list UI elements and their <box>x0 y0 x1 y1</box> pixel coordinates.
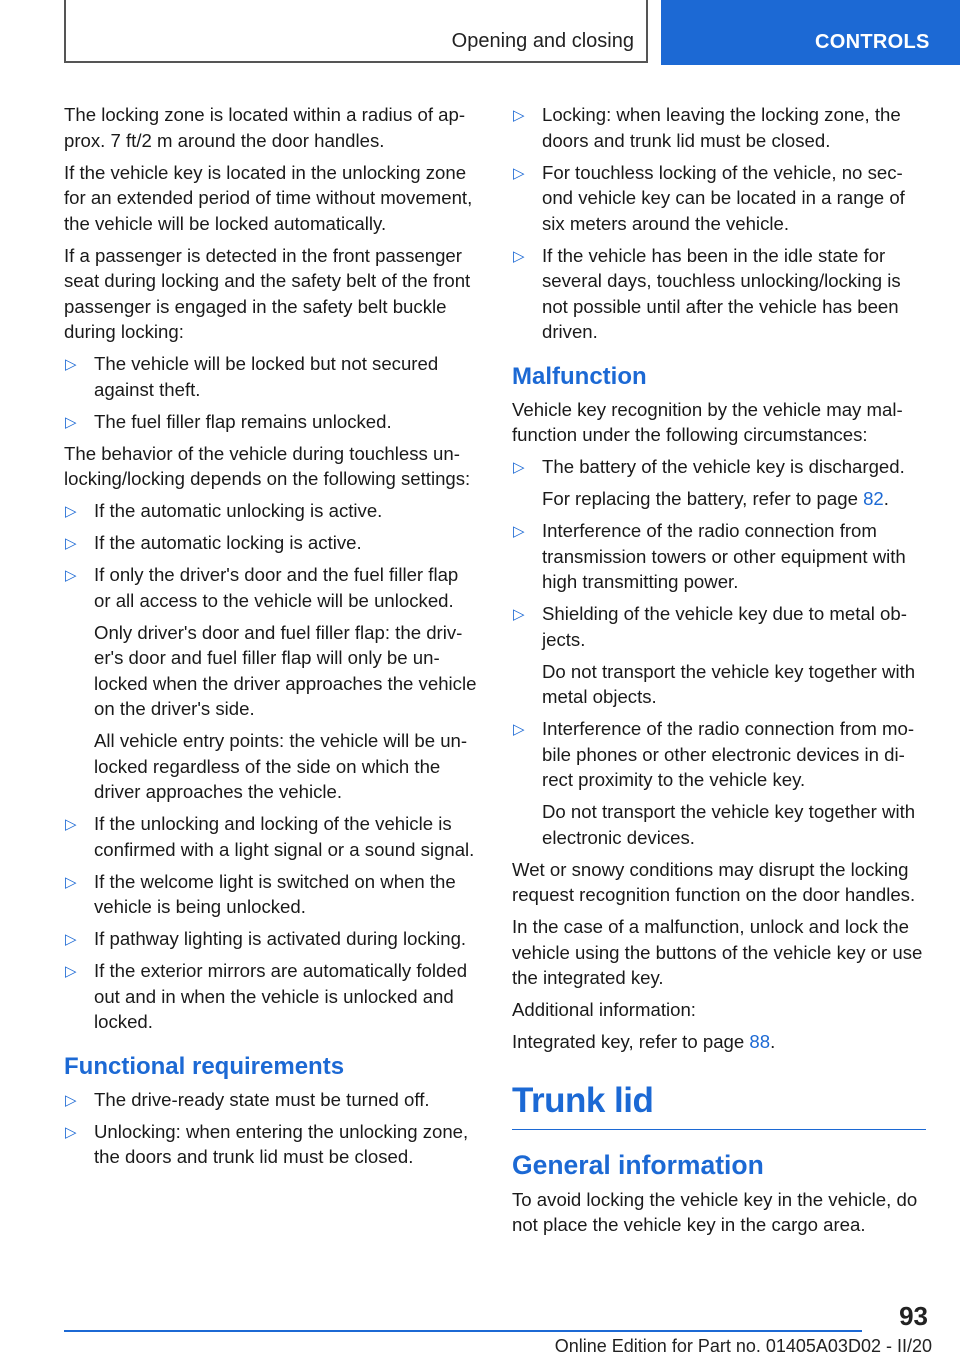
paragraph: Wet or snowy conditions may disrupt the locking request recognition function on the door handles. <box>512 858 916 905</box>
list-item: ▷ If the unlocking and locking of the vehicle is confirmed with a light signal or a sound signal. <box>65 813 475 860</box>
left-column <box>64 102 478 1176</box>
list-subparagraph: Do not transport the vehicle key together with metal objects. <box>542 660 916 707</box>
bullet-triangle-icon: ▷ <box>65 963 77 980</box>
page-link-88[interactable]: 88 <box>749 1031 771 1052</box>
list-item: ▷ If the welcome light is switched on when the vehicle is being unlocked. <box>65 870 456 917</box>
list-item: ▷ If only the driver's door and the fuel filler flap or all access to the vehicle will be unlocked. <box>65 564 459 611</box>
paragraph: The locking zone is located within a radius of approx. 7 ft/2 m around the door handles. <box>64 104 466 151</box>
bullet-triangle-icon: ▷ <box>65 931 77 948</box>
header-chapter-tab[interactable] <box>661 0 960 65</box>
list-item: ▷ The fuel filler flap remains unlocked. <box>64 409 478 435</box>
paragraph: If a passenger is detected in the front passenger seat during locking and the safety belt of the front passenger is engaged in the safety belt buckle during locking: <box>64 244 471 342</box>
paragraph: Additional information: <box>512 999 696 1020</box>
list-item: ▷ Interference of the radio connection from mobile phones or other electronic devices in direct proximity to the vehicle key. <box>513 718 915 790</box>
bullet-triangle-icon: ▷ <box>513 107 525 124</box>
section-heading-general-information: General information <box>512 1149 764 1180</box>
page-link-82[interactable]: 82 <box>863 488 884 509</box>
list-subparagraph: Only driver's door and fuel filler flap: the driver's door and fuel filler flap will only be unlocked when the driver approaches the vehicle on the driver's side. <box>94 621 477 719</box>
bullet-triangle-icon: ▷ <box>513 523 525 540</box>
list-item: ▷ Interference of the radio connection from transmission towers or other equipment with high transmitting power. <box>513 520 906 592</box>
right-column <box>512 102 926 1244</box>
paragraph: The behavior of the vehicle during touchless unlocking/locking depends on the following settings: <box>64 442 471 489</box>
header-chapter-label: CONTROLS <box>815 31 930 53</box>
header-section-title: Opening and closing <box>451 30 634 52</box>
bullet-triangle-icon: ▷ <box>513 247 525 265</box>
bullet-triangle-icon: ▷ <box>65 1123 77 1141</box>
list-subparagraph: All vehicle entry points: the vehicle will be unlocked regardless of the side on which the driver approaches the vehicle. <box>94 730 468 802</box>
list-item: ▷ For touchless locking of the vehicle, no second vehicle key can be located in a range of six meters around the vehicle. <box>513 161 905 234</box>
bullet-triangle-icon: ▷ <box>65 567 77 584</box>
list-subparagraph: Do not transport the vehicle key together with electronic devices. <box>542 801 916 848</box>
paragraph: Integrated key, refer to page 88. <box>512 1031 776 1052</box>
list-item: ▷ If pathway lighting is activated during locking. <box>64 926 478 952</box>
bullet-triangle-icon: ▷ <box>513 721 525 738</box>
bullet-triangle-icon: ▷ <box>65 535 77 552</box>
list-item: ▷ Shielding of the vehicle key due to metal objects. <box>513 603 907 650</box>
bullet-triangle-icon: ▷ <box>65 356 77 373</box>
paragraph: If the vehicle key is located in the unlocking zone for an extended period of time without movement, the vehicle will be locked automatically. <box>64 161 473 234</box>
bullet-triangle-icon: ▷ <box>65 816 77 833</box>
section-heading-malfunction: Malfunction <box>512 362 647 390</box>
footer-edition: Online Edition for Part no. 01405A03D02 - II/20 <box>554 1336 932 1356</box>
bullet-triangle-icon: ▷ <box>513 606 525 623</box>
chapter-heading-trunk-lid: Trunk lid <box>512 1081 926 1130</box>
bullet-triangle-icon: ▷ <box>65 1091 77 1109</box>
bullet-triangle-icon: ▷ <box>513 164 525 182</box>
bullet-triangle-icon: ▷ <box>65 413 77 431</box>
paragraph: To avoid locking the vehicle key in the vehicle, do not place the vehicle key in the cargo area. <box>512 1188 918 1235</box>
bullet-triangle-icon: ▷ <box>513 459 525 476</box>
list-item: ▷ Locking: when leaving the locking zone, the doors and trunk lid must be closed. <box>513 104 901 151</box>
list-item: ▷ The vehicle will be locked but not secured against theft. <box>65 353 439 400</box>
list-item: ▷ If the automatic unlocking is active. <box>64 498 478 524</box>
paragraph: In the case of a malfunction, unlock and lock the vehicle using the buttons of the vehicle key or use the integrated key. <box>512 916 923 988</box>
list-item: ▷ The drive-ready state must be turned off. <box>64 1087 478 1113</box>
bullet-triangle-icon: ▷ <box>65 503 77 520</box>
section-heading-functional-requirements: Functional requirements <box>64 1052 345 1080</box>
footer-divider <box>64 1330 862 1332</box>
list-item: ▷ If the automatic locking is active. <box>64 530 478 556</box>
list-item: ▷ Unlocking: when entering the unlocking zone, the doors and trunk lid must be closed. <box>65 1120 469 1167</box>
list-item: ▷ The battery of the vehicle key is discharged. <box>512 454 926 480</box>
list-item: ▷ If the exterior mirrors are automatically folded out and in when the vehicle is unlocked and locked. <box>65 960 468 1032</box>
page-number: 93 <box>899 1301 928 1331</box>
list-subparagraph: For replacing the battery, refer to page 82. <box>542 488 889 509</box>
bullet-triangle-icon: ▷ <box>65 873 77 891</box>
list-item: ▷ If the vehicle has been in the idle state for several days, touchless unlocking/locking is not possible until after the vehicle has been driven. <box>513 244 901 342</box>
header-section-box <box>64 0 648 63</box>
paragraph: Vehicle key recognition by the vehicle may malfunction under the following circumstances: <box>512 398 903 445</box>
